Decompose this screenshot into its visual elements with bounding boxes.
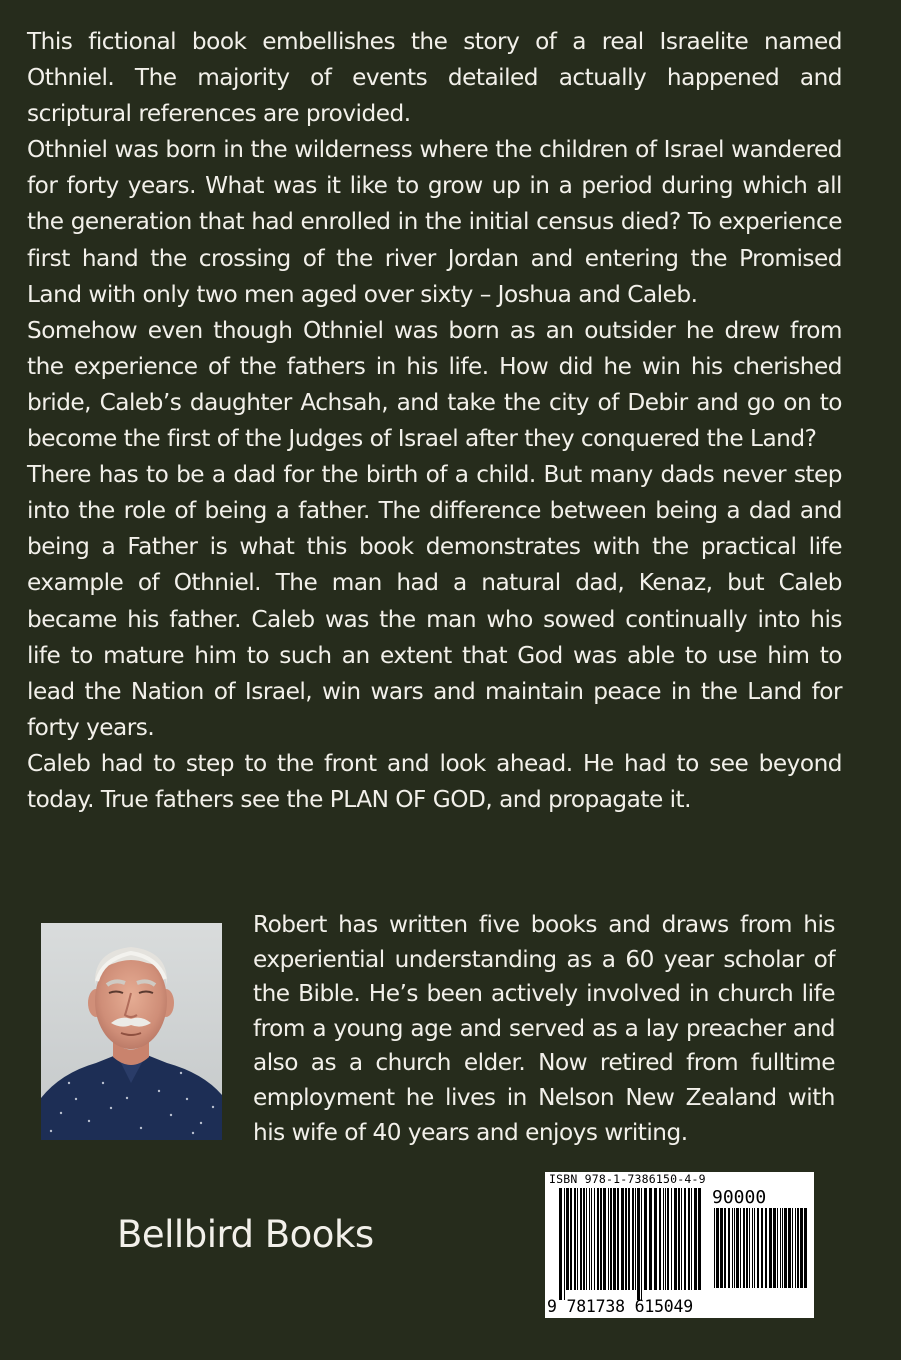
barcode-bar — [736, 1208, 739, 1288]
barcode-bar — [665, 1188, 666, 1290]
barcode-bar — [570, 1188, 572, 1290]
ean-barcode-bars — [559, 1188, 704, 1300]
barcode-bar — [674, 1188, 677, 1290]
author-photo — [41, 923, 222, 1140]
barcode-bar — [780, 1208, 781, 1288]
barcode-bar — [740, 1208, 741, 1288]
barcode-bar — [681, 1188, 682, 1290]
barcode-bar — [577, 1188, 578, 1290]
barcode-bar — [564, 1188, 565, 1300]
barcode-bar — [792, 1208, 793, 1288]
barcode-bar — [628, 1188, 630, 1290]
barcode-bar — [777, 1208, 778, 1288]
barcode-bar — [694, 1188, 697, 1290]
barcode-bar — [691, 1188, 692, 1290]
barcode-bar — [732, 1208, 733, 1288]
blurb-paragraph: Othniel was born in the wilderness where the children of Israel wandered for forty years. What was it like to grow up in a period during which all the generation that had enrolled in the initial census died? To experience first hand the crossing of the river Jordan and entering the Promised Land with only two men aged over sixty – Joshua and Caleb. — [27, 136, 842, 308]
ean-digits: 9 781738 615049 — [547, 1297, 694, 1316]
barcode-bar — [613, 1188, 616, 1290]
publisher-name: Bellbird Books — [117, 1213, 374, 1256]
addon-barcode-bars — [714, 1208, 808, 1298]
blurb-paragraph: Somehow even though Othniel was born as an outsider he drew from the experience of the fathers in his life. How did he win his cherished bride, Caleb’s daughter Achsah, and take the city of Debir and go on to become the first of the Judges of Israel after they conquered the Land? — [27, 316, 842, 453]
barcode-bar — [574, 1188, 576, 1290]
barcode-bar — [566, 1188, 569, 1290]
barcode-bar — [641, 1188, 642, 1300]
blurb-paragraph: Caleb had to step to the front and look ahead. He had to see beyond today. True fathers see the PLAN OF GOD, and propagate it. — [27, 749, 842, 813]
barcode-bar — [583, 1188, 585, 1290]
barcode-bar — [644, 1188, 647, 1290]
barcode-bar — [788, 1208, 791, 1288]
barcode-bar — [589, 1188, 590, 1290]
barcode-bar — [659, 1188, 661, 1290]
barcode-bar — [749, 1208, 750, 1288]
barcode-bar — [649, 1188, 652, 1290]
barcode-bar — [654, 1188, 657, 1290]
barcode-bar — [714, 1208, 715, 1288]
barcode-bar — [586, 1188, 587, 1290]
barcode-bar — [559, 1188, 562, 1300]
blurb-paragraph: This fictional book embellishes the story of a real Israelite named Othniel. The majority of events detailed actually happened and scriptural references are provided. — [27, 28, 842, 128]
back-cover-blurb — [27, 24, 842, 818]
barcode-bar — [728, 1208, 730, 1288]
barcode-bar — [752, 1208, 753, 1288]
price-code: 90000 — [712, 1187, 767, 1208]
barcode-bar — [782, 1208, 783, 1288]
barcode-bar — [698, 1188, 701, 1290]
barcode-bar — [663, 1188, 664, 1290]
barcode-bar — [743, 1208, 745, 1288]
barcode-bar — [724, 1208, 726, 1288]
barcode-bar — [795, 1208, 796, 1288]
isbn-label: ISBN 978-1-7386150-4-9 — [549, 1172, 706, 1186]
barcode-bar — [773, 1208, 776, 1288]
blurb-paragraph: There has to be a dad for the birth of a child. But many dads never step into the role of being a father. The difference between being a dad and being a Father is what this book demonstrates with the practical life example of Othniel. The man had a natural dad, Kenaz, but Caleb became his father. Caleb was the man who sowed continually into his life to mature him to such an extent that God was able to use him to lead the Nation of Israel, win wars and maintain peace in the Land for forty years. — [27, 461, 842, 741]
barcode-bar — [765, 1208, 767, 1288]
barcode-bar — [757, 1208, 759, 1288]
barcode-bar — [635, 1188, 636, 1290]
barcode-bar — [667, 1188, 669, 1290]
barcode-bar — [688, 1188, 690, 1290]
author-bio: Robert has written five books and draws from his experiential understanding as a 60 year scholar of the Bible. He’s been actively involved in church life from a young age and served as a lay preacher and also as a church elder. Now retired from fulltime employment he lives in Nelson New Zealand with his wife of 40 years and enjoys writing. — [253, 911, 835, 1146]
barcode-bar — [734, 1208, 735, 1288]
barcode-bar — [684, 1188, 686, 1290]
barcode-bar — [591, 1188, 592, 1290]
barcode-bar — [754, 1208, 755, 1288]
barcode-bar — [720, 1208, 723, 1288]
barcode-bar — [617, 1188, 619, 1290]
barcode-bar — [625, 1188, 627, 1290]
barcode-bar — [800, 1208, 803, 1288]
barcode-bar — [716, 1208, 719, 1288]
barcode-bar — [608, 1188, 609, 1290]
barcode-bar — [600, 1188, 602, 1290]
barcode-bar — [580, 1188, 582, 1290]
barcode-bar — [797, 1208, 799, 1288]
author-portrait-image — [41, 923, 222, 1140]
barcode-bar — [784, 1208, 787, 1288]
barcode-bar — [769, 1208, 772, 1288]
barcode-bar — [746, 1208, 748, 1288]
barcode-bar — [637, 1188, 640, 1300]
barcode-bar — [603, 1188, 606, 1290]
isbn-barcode — [545, 1172, 814, 1318]
barcode-bar — [678, 1188, 680, 1290]
barcode-bar — [804, 1208, 807, 1288]
barcode-bar — [761, 1208, 763, 1288]
barcode-bar — [594, 1188, 595, 1290]
barcode-bar — [597, 1188, 599, 1290]
barcode-bar — [671, 1188, 672, 1290]
barcode-bar — [632, 1188, 634, 1290]
barcode-bar — [610, 1188, 612, 1290]
barcode-bar — [621, 1188, 624, 1290]
